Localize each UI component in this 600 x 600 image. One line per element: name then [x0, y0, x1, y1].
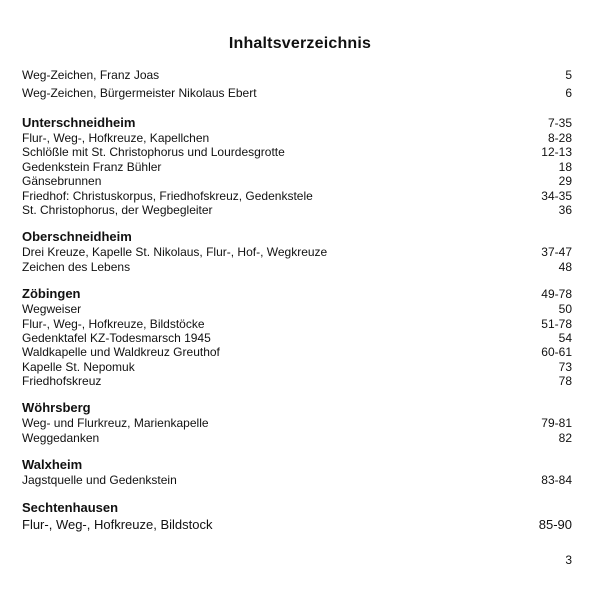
- section-header: [22, 286, 572, 302]
- entry-text: Weg-Zeichen, Franz Joas: [22, 68, 160, 82]
- toc-entry: [22, 374, 572, 388]
- toc-entry: [22, 345, 572, 359]
- section-oberschneidheim: [22, 229, 572, 274]
- section-heading: Oberschneidheim: [22, 229, 132, 245]
- toc-entry: [22, 331, 572, 345]
- page-title: Inhaltsverzeichnis: [228, 35, 372, 52]
- toc-entry: [22, 260, 572, 274]
- section-heading: Zöbingen: [22, 286, 81, 302]
- entry-text: Kapelle St. Nepomuk: [22, 359, 135, 374]
- entry-pages: 85-90: [538, 516, 572, 532]
- toc-entry: [22, 84, 572, 102]
- section-woehrsberg: [22, 400, 572, 445]
- section-range: 7-35: [547, 116, 572, 130]
- toc-entry: [22, 145, 572, 159]
- entry-text: Friedhof: Christuskorpus, Friedhofskreuz, Gedenkstele: [22, 188, 313, 203]
- toc-entry: [22, 360, 572, 374]
- section-header: [22, 500, 572, 516]
- entry-text: Jagstquelle und Gedenkstein: [22, 473, 177, 488]
- entry-pages: 82: [558, 430, 572, 445]
- entry-pages: 78: [558, 374, 572, 389]
- entry-text: Weg-Zeichen, Bürgermeister Nikolaus Ebert: [22, 86, 257, 100]
- section-range: 49-78: [541, 287, 572, 302]
- section-unterschneidheim: [22, 115, 572, 217]
- toc-entry: [22, 245, 572, 259]
- entry-text: Weg- und Flurkreuz, Marienkapelle: [22, 416, 209, 431]
- section-heading: Sechtenhausen: [22, 499, 119, 515]
- section-heading: Unterschneidheim: [22, 115, 136, 130]
- entry-pages: 83-84: [541, 473, 572, 488]
- entry-pages: 29: [558, 174, 572, 189]
- section-heading: Wöhrsberg: [22, 400, 91, 416]
- page-number: 3: [565, 553, 572, 567]
- entry-pages: 8-28: [547, 131, 572, 145]
- entry-text: Flur-, Weg-, Hofkreuze, Bildstöcke: [22, 316, 205, 331]
- section-heading: Walxheim: [22, 457, 83, 473]
- entry-text: Flur-, Weg-, Hofkreuze, Bildstock: [22, 516, 213, 532]
- section-header: [22, 400, 572, 416]
- entry-pages: 60-61: [541, 345, 572, 360]
- entry-text: Zeichen des Lebens: [22, 259, 131, 274]
- toc-entry: [22, 131, 572, 145]
- entry-pages: 5: [565, 68, 572, 82]
- entry-pages: 6: [565, 86, 572, 100]
- toc-entry: [22, 203, 572, 217]
- toc-entry: [22, 516, 572, 533]
- entry-pages: 37-47: [541, 245, 572, 260]
- section-header: [22, 457, 572, 473]
- entry-text: Weggedanken: [22, 430, 100, 445]
- entry-pages: 50: [558, 302, 572, 317]
- entry-pages: 54: [558, 330, 572, 345]
- entry-text: Gedenkstein Franz Bühler: [22, 159, 162, 174]
- entry-pages: 18: [558, 159, 572, 174]
- toc-entry: [22, 174, 572, 188]
- entry-pages: 36: [558, 202, 572, 217]
- entry-text: Wegweiser: [22, 302, 82, 317]
- entry-text: St. Christophorus, der Wegbegleiter: [22, 202, 213, 217]
- table-of-contents: [22, 66, 572, 545]
- entry-text: Friedhofskreuz: [22, 374, 102, 389]
- entry-pages: 51-78: [541, 316, 572, 331]
- intro-entries: [22, 66, 572, 102]
- entry-pages: 12-13: [541, 145, 572, 160]
- section-sechtenhausen: [22, 500, 572, 533]
- toc-entry: [22, 473, 572, 487]
- toc-entry: [22, 431, 572, 445]
- toc-entry: [22, 317, 572, 331]
- toc-entry: [22, 160, 572, 174]
- entry-text: Waldkapelle und Waldkreuz Greuthof: [22, 345, 220, 360]
- entry-pages: 79-81: [541, 416, 572, 431]
- entry-pages: 73: [558, 359, 572, 374]
- toc-entry: [22, 189, 572, 203]
- entry-text: Drei Kreuze, Kapelle St. Nikolaus, Flur-, Hof-, Wegkreuze: [22, 245, 328, 260]
- section-walxheim: [22, 457, 572, 487]
- entry-text: Schlößle mit St. Christophorus und Lourdesgrotte: [22, 145, 285, 160]
- toc-entry: [22, 302, 572, 316]
- toc-entry: [22, 416, 572, 430]
- entry-text: Flur-, Weg-, Hofkreuze, Kapellchen: [22, 131, 210, 145]
- section-zoebingen: [22, 286, 572, 388]
- section-header: [22, 229, 572, 245]
- entry-pages: 48: [558, 259, 572, 274]
- toc-entry: [22, 66, 572, 84]
- entry-pages: 34-35: [541, 188, 572, 203]
- entry-text: Gedenktafel KZ-Todesmarsch 1945: [22, 330, 211, 345]
- entry-text: Gänsebrunnen: [22, 174, 102, 189]
- section-header: [22, 115, 572, 131]
